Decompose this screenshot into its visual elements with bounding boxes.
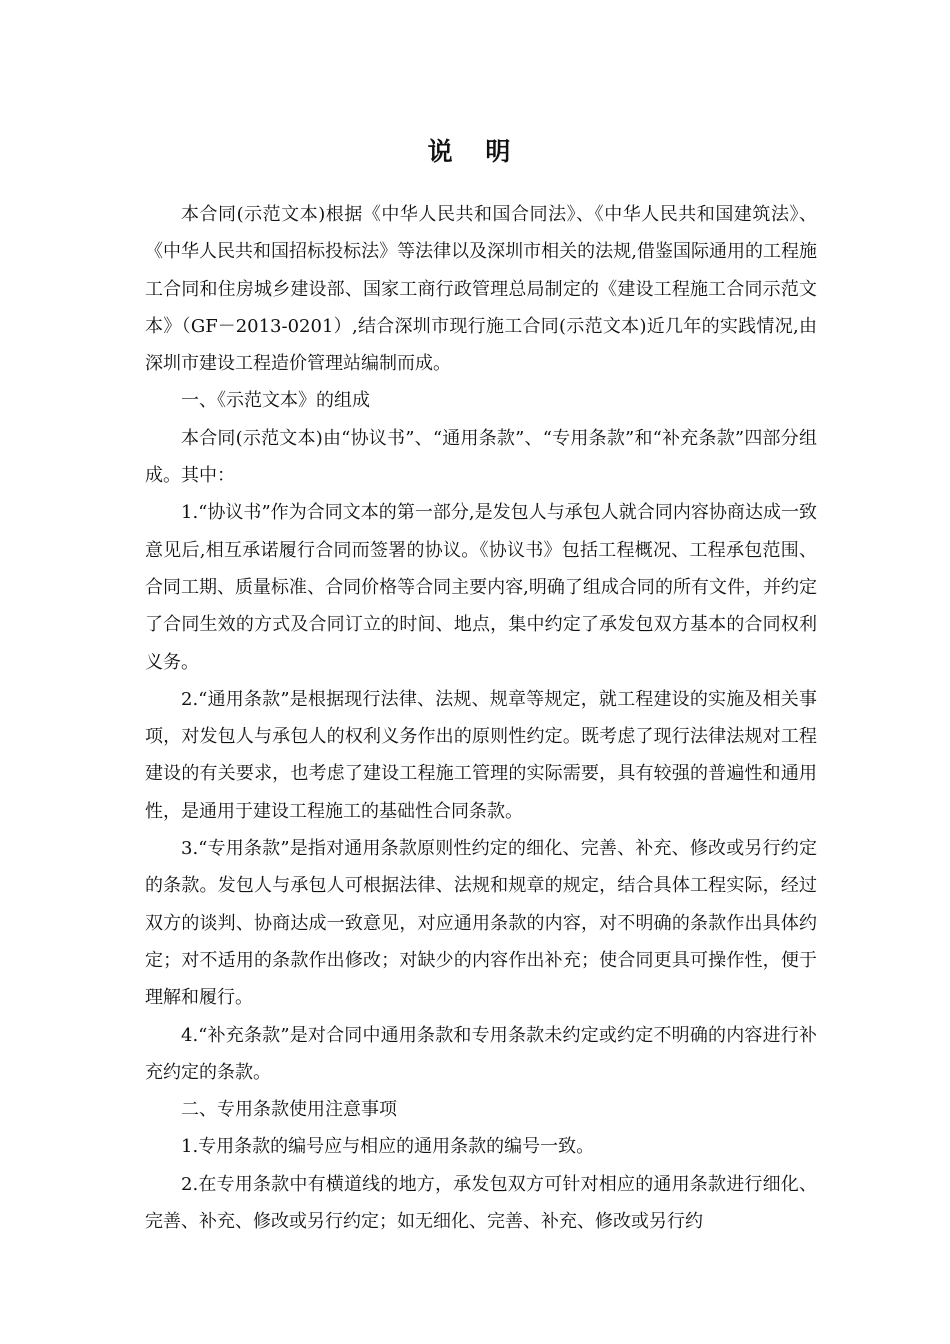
paragraph-note-1: 1.专用条款的编号应与相应的通用条款的编号一致。 (181, 1136, 595, 1158)
paragraph-composition: 本合同(示范文本)由“协议书”、“通用条款”、“专用条款”和“补充条款”四部分组成。其中： (145, 427, 817, 487)
paragraph-item-agreement: 1.“协议书”作为合同文本的第一部分,是发包人与承包人就合同内容协商达成一致意见后,相互承诺履行合同而签署的协议。《协议书》包括工程概况、工程承包范围、合同工期、质量标准、合同价格等合同主要内容,明确了组成合同的所有文件，并约定了合同生效的方式及合同订立的时间、地点，集中约定了承发包双方基本的合同权利义务。 (145, 502, 817, 673)
paragraph-note-2: 2.在专用条款中有横道线的地方，承发包双方可针对相应的通用条款进行细化、完善、补充、修改或另行约定；如无细化、完善、补充、修改或另行约 (145, 1173, 817, 1233)
section-heading-composition: 一、《示范文本》的组成 (181, 390, 370, 412)
paragraph-item-special-terms: 3.“专用条款”是指对通用条款原则性约定的细化、完善、补充、修改或另行约定的条款。发包人与承包人可根据法律、法规和规章的规定，结合具体工程实际，经过双方的谈判、协商达成一致意见，对应通用条款的内容，对不明确的条款作出具体约定；对不适用的条款作出修改；对缺少的内容作出补充；使合同更具可操作性，便于理解和履行。 (145, 838, 817, 1009)
section-heading-usage-notes: 二、专用条款使用注意事项 (181, 1099, 397, 1121)
document-body (145, 196, 817, 1240)
paragraph-item-supplementary-terms: 4.“补充条款”是对合同中通用条款和专用条款未约定或约定不明确的内容进行补充约定的条款。 (145, 1024, 817, 1083)
paragraph-item-general-terms: 2.“通用条款”是根据现行法律、法规、规章等规定，就工程建设的实施及相关事项，对发包人与承包人的权利义务作出的原则性约定。既考虑了现行法律法规对工程建设的有关要求，也考虑了建设工程施工管理的实际需要，具有较强的普遍性和通用性，是通用于建设工程施工的基础性合同条款。 (145, 688, 817, 822)
page-title: 说 明 (427, 137, 523, 166)
paragraph-intro: 本合同(示范文本)根据《中华人民共和国合同法》、《中华人民共和国建筑法》、《中华人民共和国招标投标法》等法律以及深圳市相关的法规,借鉴国际通用的工程施工合同和住房城乡建设部、国家工商行政管理总局制定的《建设工程施工合同示范文本》（GF－2013-0201）,结合深圳市现行施工合同(示范文本)近几年的实践情况,由深圳市建设工程造价管理站编制而成。 (145, 204, 817, 375)
